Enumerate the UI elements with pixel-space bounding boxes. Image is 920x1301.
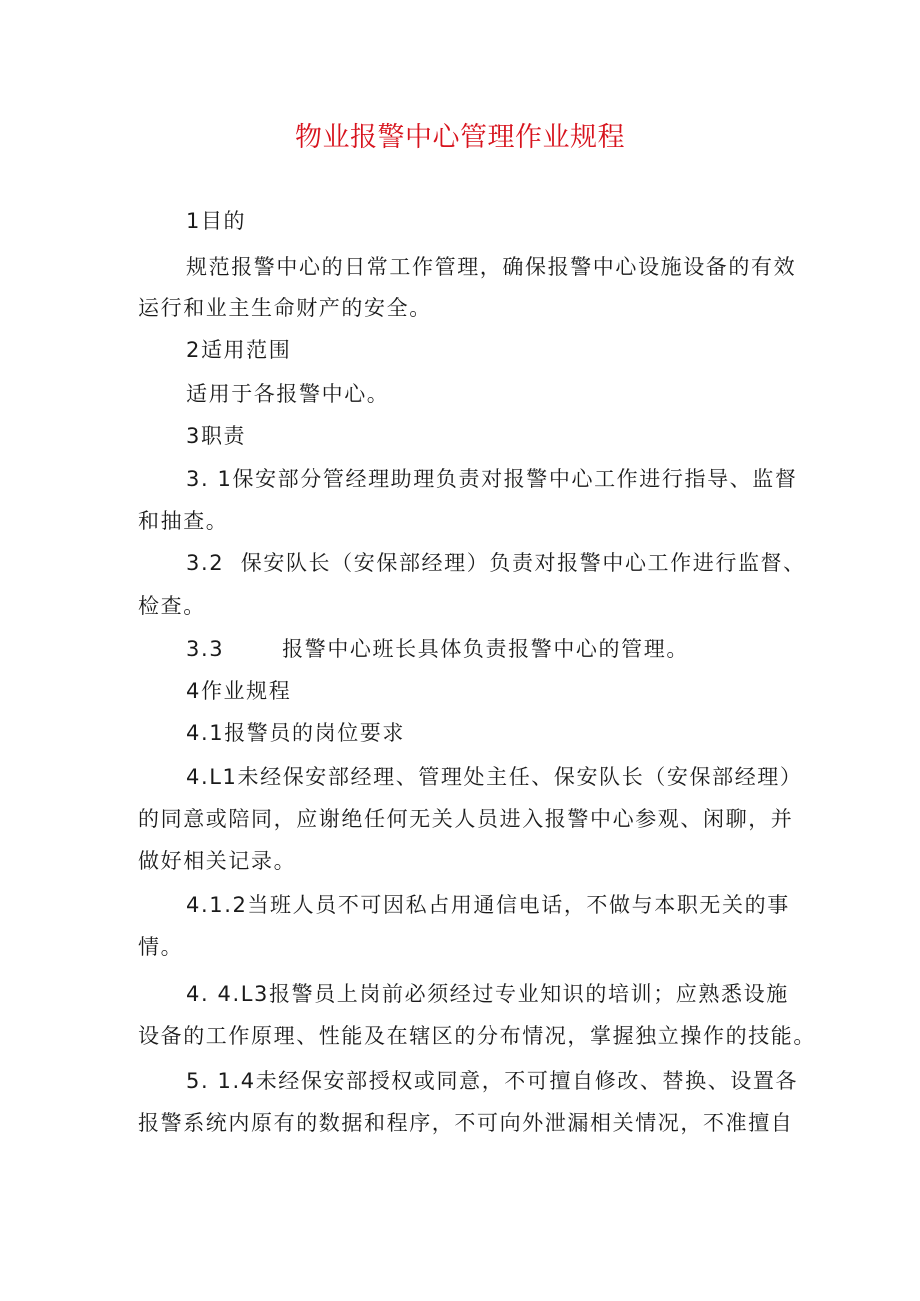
paragraph-line: 4.L1未经保安部经理、管理处主任、保安队长（安保部经理） [186,765,803,789]
paragraph-line: 运行和业主生命财产的安全。 [138,296,432,320]
paragraph-line: 3.2 保安队长（安保部经理）负责对报警中心工作进行监督、 [186,551,806,575]
paragraph-line: 的同意或陪同，应谢绝任何无关人员进入报警中心参观、闲聊，并 [138,807,794,831]
paragraph-line: 3. 1保安部分管经理助理负责对报警中心工作进行指导、监督 [186,467,798,491]
paragraph-line: 规范报警中心的日常工作管理，确保报警中心设施设备的有效 [186,255,797,279]
paragraph-line: 检查。 [138,594,206,618]
section-heading-scope: 2适用范围 [186,338,292,362]
paragraph-line: 5. 1.4未经保安部授权或同意，不可擅自修改、替换、设置各 [186,1069,799,1093]
section-heading-procedures: 4作业规程 [186,679,292,703]
section-heading-duties: 3职责 [186,424,247,448]
document-title: 物业报警中心管理作业规程 [295,122,625,153]
paragraph-line: 3.3 报警中心班长具体负责报警中心的管理。 [186,637,689,661]
paragraph-line: 做好相关记录。 [138,849,297,873]
subsection-heading: 4.1报警员的岗位要求 [186,721,405,745]
paragraph-line: 4.1.2当班人员不可因私占用通信电话，不做与本职无关的事 [186,893,790,917]
section-heading-purpose: 1目的 [186,209,247,233]
paragraph-line: 报警系统内原有的数据和程序，不可向外泄漏相关情况，不准擅自 [138,1111,794,1135]
paragraph-line: 情。 [138,935,184,959]
paragraph-line: 适用于各报警中心。 [186,382,390,406]
paragraph-line: 设备的工作原理、性能及在辖区的分布情况，掌握独立操作的技能。 [138,1024,816,1048]
paragraph-line: 和抽查。 [138,509,229,533]
paragraph-line: 4. 4.L3报警员上岗前必须经过专业知识的培训；应熟悉设施 [186,982,789,1006]
